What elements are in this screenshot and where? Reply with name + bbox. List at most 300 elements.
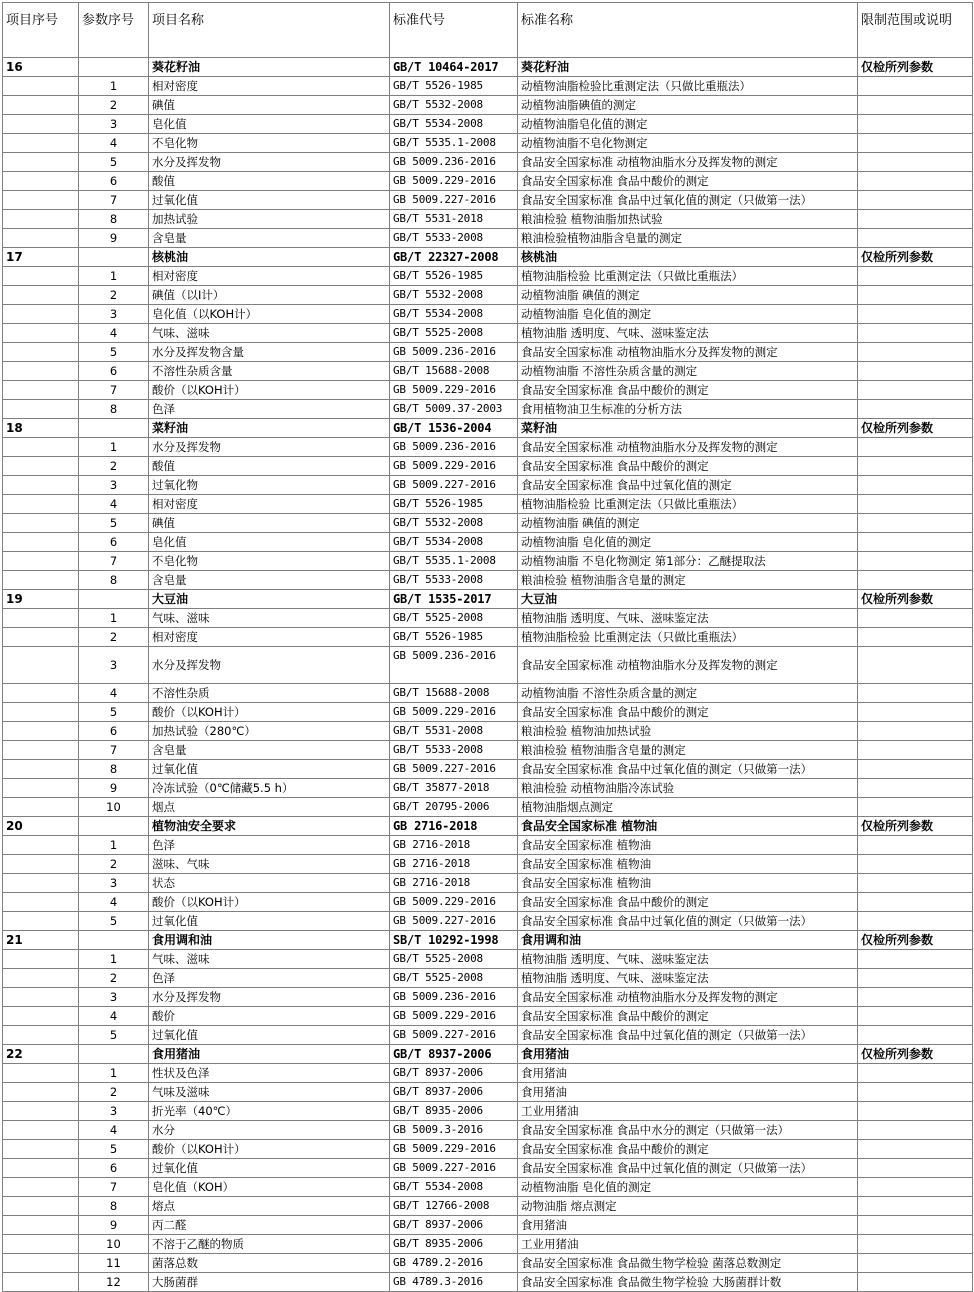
- std-name: 食品安全国家标准 食品中酸价的测定: [518, 1007, 858, 1026]
- param-row: [3, 191, 973, 210]
- std-code: GB 5009.227-2016: [390, 191, 518, 210]
- std-code: GB/T 5526-1985: [390, 628, 518, 647]
- item-name: 水分及挥发物: [149, 153, 390, 172]
- std-name: 食品安全国家标准 食品中酸价的测定: [518, 703, 858, 722]
- limit-note: [858, 1197, 973, 1216]
- project-no: [3, 1007, 79, 1026]
- param-row: [3, 1007, 973, 1026]
- param-row: [3, 571, 973, 590]
- project-no: 20: [3, 817, 79, 836]
- limit-note: [858, 191, 973, 210]
- project-no: [3, 191, 79, 210]
- std-name: 动植物油脂 皂化值的测定: [518, 533, 858, 552]
- limit-note: 仅检所列参数: [858, 817, 973, 836]
- limit-note: [858, 950, 973, 969]
- std-code: GB/T 5534-2008: [390, 115, 518, 134]
- param-row: [3, 305, 973, 324]
- std-code: GB 2716-2018: [390, 836, 518, 855]
- item-name: 过氧化值: [149, 760, 390, 779]
- group-row: [3, 248, 973, 267]
- param-no: 5: [79, 514, 149, 533]
- item-name: 食用调和油: [149, 931, 390, 950]
- limit-note: [858, 324, 973, 343]
- std-name: 食品安全国家标准 食品中酸价的测定: [518, 381, 858, 400]
- param-row: [3, 514, 973, 533]
- project-no: 17: [3, 248, 79, 267]
- param-no: 7: [79, 191, 149, 210]
- param-no: 1: [79, 836, 149, 855]
- project-no-header: 项目序号: [3, 3, 79, 58]
- item-name: 气味、滋味: [149, 609, 390, 628]
- project-no: [3, 305, 79, 324]
- group-row: [3, 1045, 973, 1064]
- std-code: GB/T 5535.1-2008: [390, 134, 518, 153]
- limit-note: 仅检所列参数: [858, 931, 973, 950]
- param-row: [3, 457, 973, 476]
- std-name: 植物油脂烟点测定: [518, 798, 858, 817]
- project-no: [3, 912, 79, 931]
- limit-note: [858, 760, 973, 779]
- std-name: 食品安全国家标准 食品中过氧化值的测定: [518, 476, 858, 495]
- group-row: [3, 817, 973, 836]
- param-no: 4: [79, 134, 149, 153]
- limit-note: 仅检所列参数: [858, 248, 973, 267]
- std-name: 动植物油脂 碘值的测定: [518, 286, 858, 305]
- param-no: 1: [79, 77, 149, 96]
- item-name: 气味及滋味: [149, 1083, 390, 1102]
- std-code: GB/T 5533-2008: [390, 571, 518, 590]
- project-no: [3, 1121, 79, 1140]
- item-name: 丙二醛: [149, 1216, 390, 1235]
- item-name: 食用猪油: [149, 1045, 390, 1064]
- item-name: 色泽: [149, 836, 390, 855]
- limit-header: 限制范围或说明: [858, 3, 973, 58]
- item-name: 不溶于乙醚的物质: [149, 1235, 390, 1254]
- limit-note: [858, 77, 973, 96]
- limit-note: 仅检所列参数: [858, 1045, 973, 1064]
- project-no: [3, 1216, 79, 1235]
- param-row: [3, 798, 973, 817]
- std-name: 食品安全国家标准 食品中过氧化值的测定（只做第一法）: [518, 760, 858, 779]
- std-code: GB/T 20795-2006: [390, 798, 518, 817]
- param-row: [3, 779, 973, 798]
- param-no: 3: [79, 476, 149, 495]
- std-code: GB/T 15688-2008: [390, 362, 518, 381]
- param-row: [3, 134, 973, 153]
- param-row: [3, 476, 973, 495]
- param-no: 5: [79, 912, 149, 931]
- std-name: 食品安全国家标准 食品中酸价的测定: [518, 1140, 858, 1159]
- item-name: 碘值: [149, 514, 390, 533]
- param-no: 8: [79, 760, 149, 779]
- std-code: GB/T 5009.37-2003: [390, 400, 518, 419]
- param-no: 2: [79, 457, 149, 476]
- param-no: 4: [79, 893, 149, 912]
- limit-note: [858, 343, 973, 362]
- item-name: 状态: [149, 874, 390, 893]
- project-no: [3, 1140, 79, 1159]
- limit-note: [858, 533, 973, 552]
- item-name: 相对密度: [149, 267, 390, 286]
- group-row: [3, 590, 973, 609]
- param-no: 6: [79, 1159, 149, 1178]
- item-name: 加热试验: [149, 210, 390, 229]
- param-row: [3, 684, 973, 703]
- project-no: [3, 286, 79, 305]
- std-name: 食品安全国家标准 植物油: [518, 836, 858, 855]
- std-code: GB/T 5535.1-2008: [390, 552, 518, 571]
- param-row: [3, 609, 973, 628]
- std-code: GB/T 5526-1985: [390, 77, 518, 96]
- item-name: 过氧化物: [149, 476, 390, 495]
- limit-note: [858, 457, 973, 476]
- std-name: 葵花籽油: [518, 58, 858, 77]
- project-no: [3, 969, 79, 988]
- std-code: GB 2716-2018: [390, 874, 518, 893]
- param-row: [3, 647, 973, 684]
- std-name: 核桃油: [518, 248, 858, 267]
- project-no: [3, 1235, 79, 1254]
- param-no: 8: [79, 1197, 149, 1216]
- param-row: [3, 1273, 973, 1292]
- std-code: GB/T 5525-2008: [390, 324, 518, 343]
- project-no: [3, 552, 79, 571]
- std-name: 动物油脂 熔点测定: [518, 1197, 858, 1216]
- item-name: 皂化值（以KOH计）: [149, 305, 390, 324]
- project-no: [3, 836, 79, 855]
- limit-note: [858, 741, 973, 760]
- project-no: [3, 893, 79, 912]
- param-no: 1: [79, 267, 149, 286]
- item-name: 性状及色泽: [149, 1064, 390, 1083]
- limit-note: [858, 552, 973, 571]
- limit-note: [858, 609, 973, 628]
- item-name: 酸价: [149, 1007, 390, 1026]
- std-name: 大豆油: [518, 590, 858, 609]
- std-name: 植物油脂检验 比重测定法（只做比重瓶法）: [518, 628, 858, 647]
- param-no: [79, 817, 149, 836]
- item-name: 含皂量: [149, 571, 390, 590]
- std-code: GB 5009.229-2016: [390, 893, 518, 912]
- std-code: GB 5009.236-2016: [390, 988, 518, 1007]
- std-name: 动植物油脂 不溶性杂质含量的测定: [518, 362, 858, 381]
- limit-note: [858, 1007, 973, 1026]
- std-code-header: 标准代号: [390, 3, 518, 58]
- std-name: 动植物油脂 不溶性杂质含量的测定: [518, 684, 858, 703]
- param-row: [3, 1121, 973, 1140]
- std-code: GB 5009.227-2016: [390, 912, 518, 931]
- param-no: 3: [79, 305, 149, 324]
- std-name: 植物油脂 透明度、气味、滋味鉴定法: [518, 324, 858, 343]
- limit-note: [858, 514, 973, 533]
- limit-note: [858, 1026, 973, 1045]
- item-name: 碘值（以I计）: [149, 286, 390, 305]
- project-no: [3, 741, 79, 760]
- std-name: 菜籽油: [518, 419, 858, 438]
- param-no: 8: [79, 400, 149, 419]
- std-code: GB/T 5526-1985: [390, 495, 518, 514]
- param-row: [3, 286, 973, 305]
- project-no: 21: [3, 931, 79, 950]
- param-no: 7: [79, 741, 149, 760]
- std-name: 植物油脂检验 比重测定法（只做比重瓶法）: [518, 267, 858, 286]
- param-row: [3, 1026, 973, 1045]
- param-no: 1: [79, 1064, 149, 1083]
- item-name: 酸价（以KOH计）: [149, 703, 390, 722]
- limit-note: 仅检所列参数: [858, 419, 973, 438]
- param-no: 5: [79, 703, 149, 722]
- param-no: 4: [79, 324, 149, 343]
- group-row: [3, 419, 973, 438]
- param-no: 4: [79, 1007, 149, 1026]
- limit-note: [858, 836, 973, 855]
- item-name: 相对密度: [149, 628, 390, 647]
- std-code: GB/T 5526-1985: [390, 267, 518, 286]
- param-no: 7: [79, 552, 149, 571]
- header-row: [3, 3, 973, 58]
- param-no: [79, 931, 149, 950]
- param-row: [3, 153, 973, 172]
- param-row: [3, 533, 973, 552]
- param-row: [3, 969, 973, 988]
- limit-note: [858, 115, 973, 134]
- project-no: [3, 1102, 79, 1121]
- item-name: 水分及挥发物含量: [149, 343, 390, 362]
- param-row: [3, 552, 973, 571]
- param-no: 3: [79, 647, 149, 684]
- std-code: GB/T 35877-2018: [390, 779, 518, 798]
- project-no: [3, 96, 79, 115]
- std-name: 粮油检验 植物油脂含皂量的测定: [518, 741, 858, 760]
- std-name: 动植物油脂检验比重测定法（只做比重瓶法）: [518, 77, 858, 96]
- project-no: [3, 684, 79, 703]
- std-code: GB 2716-2018: [390, 817, 518, 836]
- std-name: 食品安全国家标准 食品微生物学检验 大肠菌群计数: [518, 1273, 858, 1292]
- limit-note: 仅检所列参数: [858, 590, 973, 609]
- item-name: 皂化值（KOH）: [149, 1178, 390, 1197]
- std-code: GB/T 5534-2008: [390, 533, 518, 552]
- item-name: 皂化值: [149, 115, 390, 134]
- std-code: GB/T 5532-2008: [390, 286, 518, 305]
- param-row: [3, 1083, 973, 1102]
- limit-note: [858, 988, 973, 1007]
- std-name: 粮油检验 动植物油脂冷冻试验: [518, 779, 858, 798]
- std-code: GB 5009.236-2016: [390, 438, 518, 457]
- std-code: GB/T 8937-2006: [390, 1045, 518, 1064]
- param-no: [79, 419, 149, 438]
- param-no: 2: [79, 1083, 149, 1102]
- item-name: 不皂化物: [149, 552, 390, 571]
- param-no: 2: [79, 969, 149, 988]
- std-name: 动植物油脂 不皂化物测定 第1部分：乙醚提取法: [518, 552, 858, 571]
- param-row: [3, 381, 973, 400]
- project-no: [3, 229, 79, 248]
- limit-note: [858, 96, 973, 115]
- item-name: 酸价（以KOH计）: [149, 381, 390, 400]
- param-row: [3, 362, 973, 381]
- limit-note: [858, 267, 973, 286]
- param-no: [79, 590, 149, 609]
- item-name: 折光率（40℃）: [149, 1102, 390, 1121]
- item-name: 大肠菌群: [149, 1273, 390, 1292]
- param-no: 3: [79, 1102, 149, 1121]
- limit-note: [858, 779, 973, 798]
- std-code: GB 5009.236-2016: [390, 647, 518, 684]
- param-row: [3, 893, 973, 912]
- std-code: GB 5009.229-2016: [390, 703, 518, 722]
- std-code: GB 5009.3-2016: [390, 1121, 518, 1140]
- limit-note: [858, 722, 973, 741]
- param-row: [3, 267, 973, 286]
- std-name: 动植物油脂皂化值的测定: [518, 115, 858, 134]
- item-name: 核桃油: [149, 248, 390, 267]
- item-name: 水分及挥发物: [149, 647, 390, 684]
- param-row: [3, 210, 973, 229]
- std-code: GB/T 10464-2017: [390, 58, 518, 77]
- std-name: 食品安全国家标准 植物油: [518, 874, 858, 893]
- param-row: [3, 115, 973, 134]
- param-no: 10: [79, 798, 149, 817]
- std-name: 动植物油脂 皂化值的测定: [518, 305, 858, 324]
- project-no: [3, 400, 79, 419]
- item-name: 含皂量: [149, 741, 390, 760]
- item-name: 酸值: [149, 457, 390, 476]
- item-name: 不溶性杂质含量: [149, 362, 390, 381]
- param-no: 4: [79, 684, 149, 703]
- limit-note: [858, 362, 973, 381]
- std-code: GB/T 5531-2008: [390, 722, 518, 741]
- limit-note: [858, 1102, 973, 1121]
- param-no: [79, 248, 149, 267]
- param-no: 5: [79, 153, 149, 172]
- limit-note: [858, 684, 973, 703]
- std-code: GB/T 1536-2004: [390, 419, 518, 438]
- param-no: 4: [79, 1121, 149, 1140]
- param-row: [3, 722, 973, 741]
- project-no: [3, 134, 79, 153]
- item-name: 水分及挥发物: [149, 988, 390, 1007]
- std-name: 食品安全国家标准 食品中酸价的测定: [518, 893, 858, 912]
- project-no: [3, 1159, 79, 1178]
- param-no: 2: [79, 628, 149, 647]
- param-row: [3, 628, 973, 647]
- param-row: [3, 836, 973, 855]
- std-name: 食品安全国家标准 食品中酸价的测定: [518, 172, 858, 191]
- project-no: [3, 1197, 79, 1216]
- param-row: [3, 912, 973, 931]
- param-row: [3, 229, 973, 248]
- item-name: 过氧化值: [149, 191, 390, 210]
- std-code: GB/T 1535-2017: [390, 590, 518, 609]
- std-name: 植物油脂检验 比重测定法（只做比重瓶法）: [518, 495, 858, 514]
- limit-note: [858, 855, 973, 874]
- item-name: 水分: [149, 1121, 390, 1140]
- item-name: 含皂量: [149, 229, 390, 248]
- item-name: 熔点: [149, 1197, 390, 1216]
- limit-note: [858, 628, 973, 647]
- std-code: GB 5009.236-2016: [390, 153, 518, 172]
- limit-note: [858, 172, 973, 191]
- limit-note: [858, 400, 973, 419]
- project-no: [3, 77, 79, 96]
- item-name: 菌落总数: [149, 1254, 390, 1273]
- item-name: 气味、滋味: [149, 950, 390, 969]
- item-name: 水分及挥发物: [149, 438, 390, 457]
- std-code: GB/T 5531-2018: [390, 210, 518, 229]
- std-name: 粮油检验 植物油加热试验: [518, 722, 858, 741]
- project-no: [3, 362, 79, 381]
- std-code: GB 5009.227-2016: [390, 476, 518, 495]
- project-no: [3, 571, 79, 590]
- std-name: 粮油检验植物油脂含皂量的测定: [518, 229, 858, 248]
- item-name: 相对密度: [149, 77, 390, 96]
- std-code: GB 4789.3-2016: [390, 1273, 518, 1292]
- item-name: 烟点: [149, 798, 390, 817]
- std-code: GB/T 5525-2008: [390, 609, 518, 628]
- item-name: 过氧化值: [149, 1026, 390, 1045]
- std-code: GB/T 5532-2008: [390, 96, 518, 115]
- limit-note: [858, 1216, 973, 1235]
- limit-note: [858, 153, 973, 172]
- std-name: 食用调和油: [518, 931, 858, 950]
- item-name: 过氧化值: [149, 1159, 390, 1178]
- project-no: [3, 722, 79, 741]
- project-no: [3, 495, 79, 514]
- item-name: 葵花籽油: [149, 58, 390, 77]
- param-no-header: 参数序号: [79, 3, 149, 58]
- param-no: 8: [79, 210, 149, 229]
- std-code: GB/T 8935-2006: [390, 1235, 518, 1254]
- std-code: GB 4789.2-2016: [390, 1254, 518, 1273]
- std-code: GB/T 5525-2008: [390, 969, 518, 988]
- limit-note: [858, 495, 973, 514]
- std-name: 食品安全国家标准 动植物油脂水分及挥发物的测定: [518, 153, 858, 172]
- std-code: GB/T 5533-2008: [390, 741, 518, 760]
- std-name: 食品安全国家标准 食品中酸价的测定: [518, 457, 858, 476]
- project-no: [3, 153, 79, 172]
- item-name: 色泽: [149, 969, 390, 988]
- project-no: [3, 172, 79, 191]
- project-no: [3, 324, 79, 343]
- project-no: [3, 476, 79, 495]
- param-row: [3, 77, 973, 96]
- project-no: [3, 1178, 79, 1197]
- limit-note: [858, 571, 973, 590]
- project-no: [3, 647, 79, 684]
- param-no: 6: [79, 362, 149, 381]
- limit-note: [858, 798, 973, 817]
- std-name: 植物油脂 透明度、气味、滋味鉴定法: [518, 969, 858, 988]
- param-no: 1: [79, 950, 149, 969]
- item-name: 菜籽油: [149, 419, 390, 438]
- std-name: 食品安全国家标准 植物油: [518, 855, 858, 874]
- standards-table: [2, 2, 973, 1292]
- project-no: [3, 1064, 79, 1083]
- item-name: 不溶性杂质: [149, 684, 390, 703]
- project-no: [3, 874, 79, 893]
- param-no: 6: [79, 533, 149, 552]
- project-no: [3, 628, 79, 647]
- limit-note: [858, 1235, 973, 1254]
- param-row: [3, 1064, 973, 1083]
- item-name: 相对密度: [149, 495, 390, 514]
- item-name: 过氧化值: [149, 912, 390, 931]
- project-no: 16: [3, 58, 79, 77]
- param-row: [3, 703, 973, 722]
- std-name: 食品安全国家标准 动植物油脂水分及挥发物的测定: [518, 647, 858, 684]
- param-row: [3, 1235, 973, 1254]
- item-name: 冷冻试验（0℃储藏5.5 h）: [149, 779, 390, 798]
